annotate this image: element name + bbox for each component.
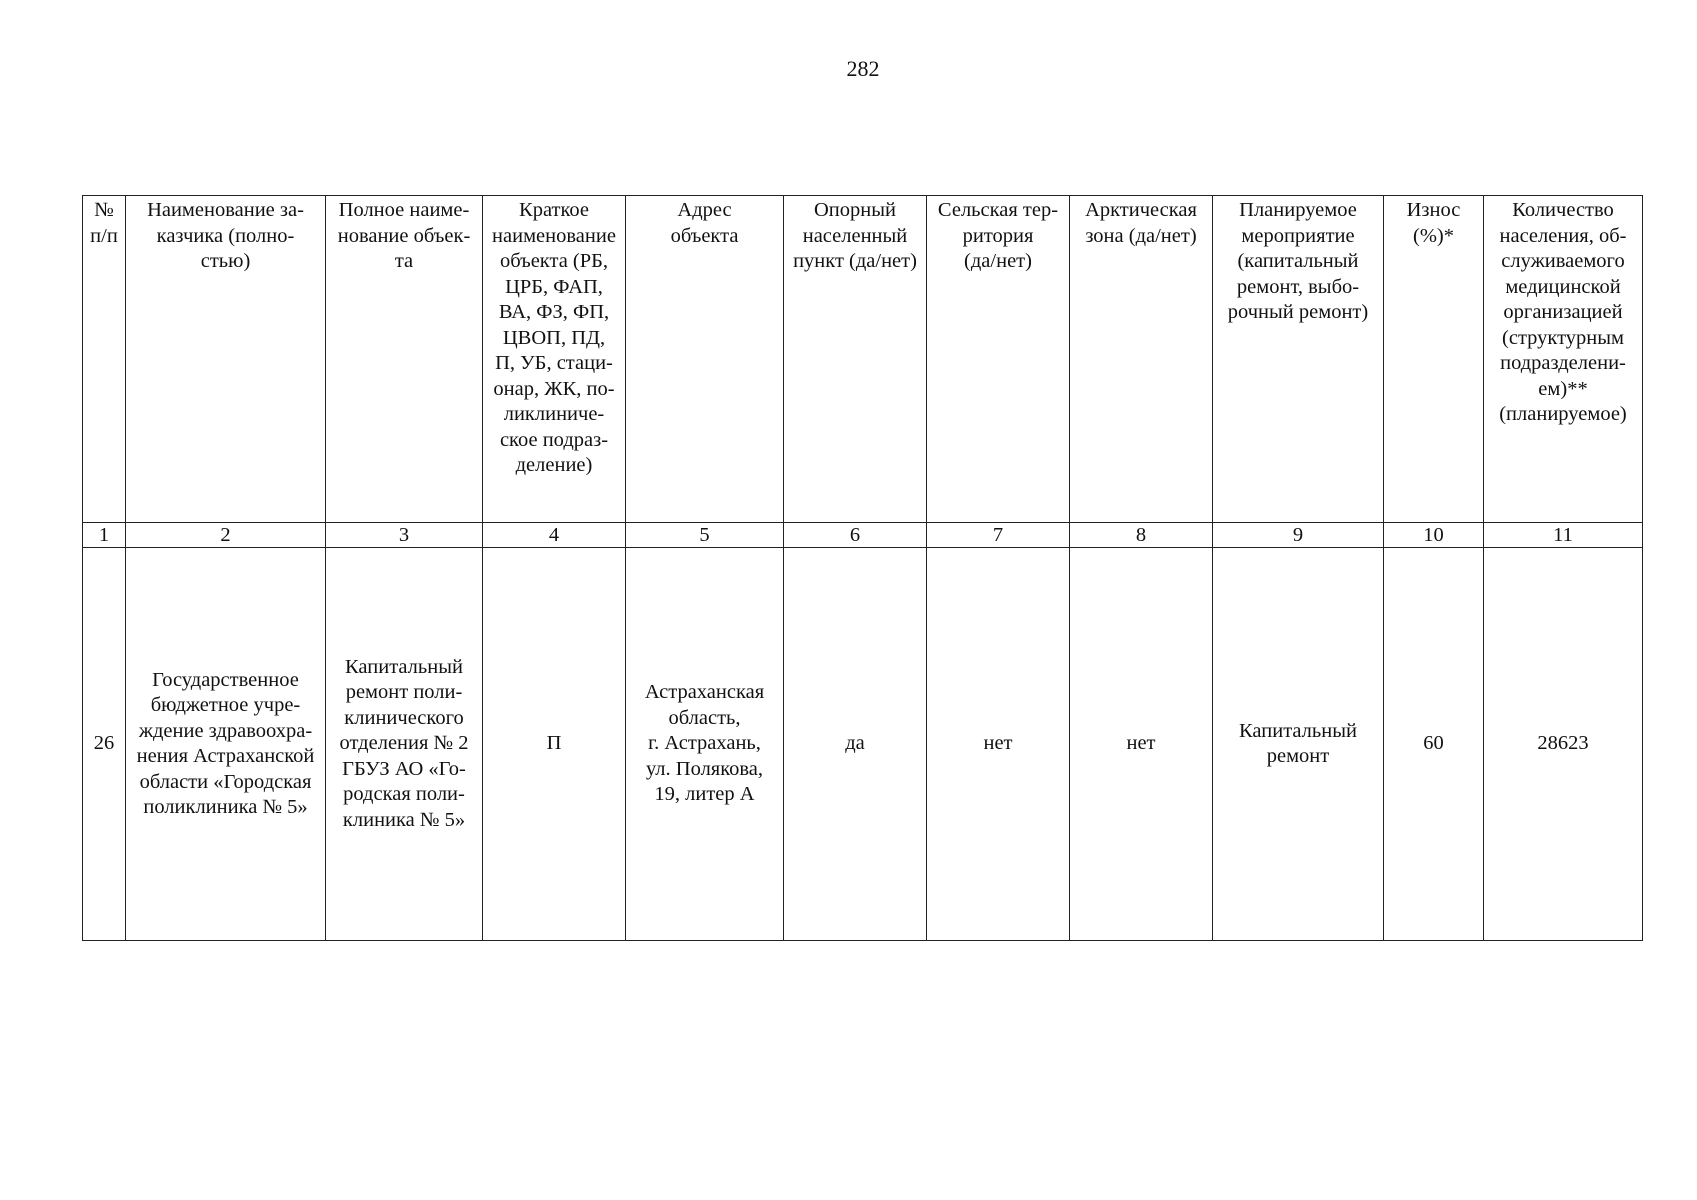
column-number-cell: 3 bbox=[326, 523, 483, 548]
header-cell-arctic-zone: Арктическая зона (да/нет) bbox=[1070, 196, 1213, 523]
column-number-cell: 5 bbox=[626, 523, 784, 548]
header-cell-population: Количество населения, об- служиваемого медицинской организацией (структурным подразделени- ем)** (планируемое) bbox=[1484, 196, 1643, 523]
rural-territory-cell: нет bbox=[927, 548, 1070, 941]
header-cell-reference-settlement: Опорный населенный пункт (да/нет) bbox=[784, 196, 927, 523]
address-cell: Астраханская область, г. Астрахань, ул. Полякова, 19, литер А bbox=[626, 548, 784, 941]
table-container bbox=[82, 195, 1643, 941]
population-cell: 28623 bbox=[1484, 548, 1643, 941]
column-number-cell: 2 bbox=[126, 523, 326, 548]
column-number-cell: 7 bbox=[927, 523, 1070, 548]
short-name-cell: П bbox=[483, 548, 626, 941]
header-cell-address: Адрес объекта bbox=[626, 196, 784, 523]
header-cell-number: № п/п bbox=[83, 196, 126, 523]
reference-settlement-cell: да bbox=[784, 548, 927, 941]
header-cell-full-name: Полное наиме- нование объек- та bbox=[326, 196, 483, 523]
column-number-cell: 11 bbox=[1484, 523, 1643, 548]
table-row bbox=[83, 548, 1643, 941]
header-cell-planned-activity: Планируемое мероприятие (капитальный ремонт, выбо- рочный ремонт) bbox=[1213, 196, 1384, 523]
header-cell-customer: Наименование за- казчика (полно- стью) bbox=[126, 196, 326, 523]
header-cell-rural-territory: Сельская тер- ритория (да/нет) bbox=[927, 196, 1070, 523]
arctic-zone-cell: нет bbox=[1070, 548, 1213, 941]
column-number-cell: 10 bbox=[1384, 523, 1484, 548]
full-name-cell: Капитальный ремонт поли- клинического отделения № 2 ГБУЗ АО «Го- родская поли- клиника № 5» bbox=[326, 548, 483, 941]
page-number: 282 bbox=[846, 56, 880, 81]
wear-cell: 60 bbox=[1384, 548, 1484, 941]
header-row bbox=[83, 196, 1643, 523]
column-number-cell: 9 bbox=[1213, 523, 1384, 548]
column-number-cell: 8 bbox=[1070, 523, 1213, 548]
column-number-cell: 6 bbox=[784, 523, 927, 548]
column-number-row bbox=[83, 523, 1643, 548]
row-number-cell: 26 bbox=[83, 548, 126, 941]
column-number-cell: 1 bbox=[83, 523, 126, 548]
planned-activity-cell: Капитальный ремонт bbox=[1213, 548, 1384, 941]
facilities-table bbox=[82, 195, 1643, 941]
customer-cell: Государственное бюджетное учре- ждение здравоохра- нения Астраханской области «Городская поликлиника № 5» bbox=[126, 548, 326, 941]
header-cell-wear: Износ (%)* bbox=[1384, 196, 1484, 523]
column-number-cell: 4 bbox=[483, 523, 626, 548]
header-cell-short-name: Краткое наименование объекта (РБ, ЦРБ, ФАП, ВА, ФЗ, ФП, ЦВОП, ПД, П, УБ, стаци- онар, ЖК, по- ликлиниче- ское подраз- деление) bbox=[483, 196, 626, 523]
